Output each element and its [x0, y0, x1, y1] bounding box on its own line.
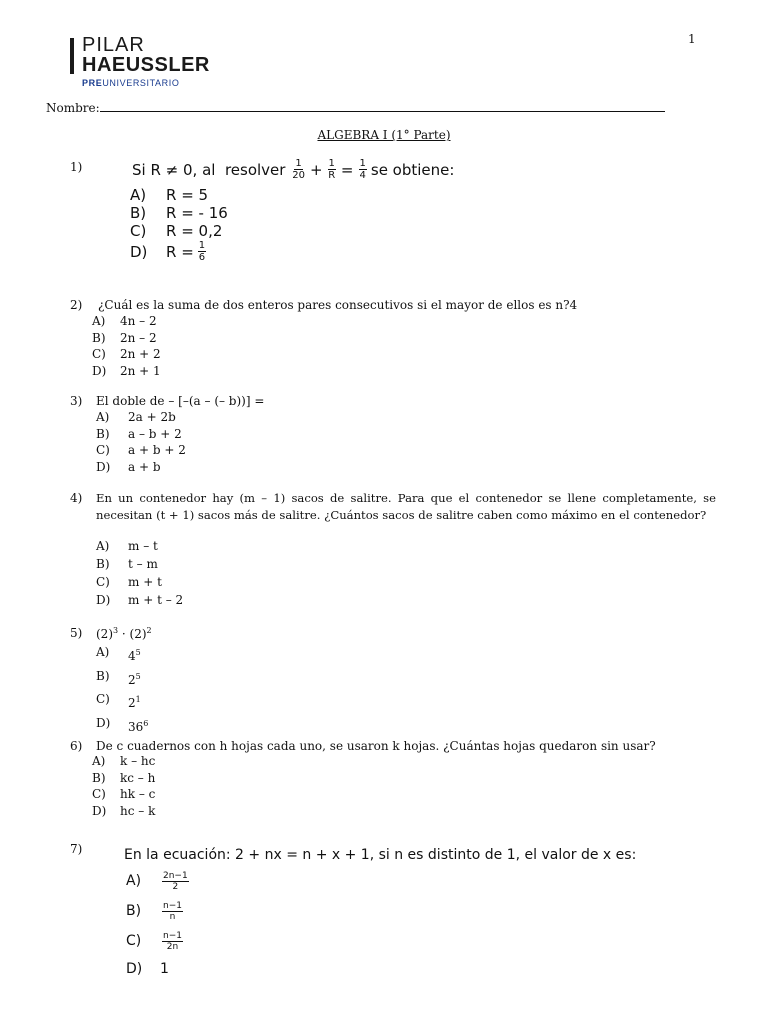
- q1-stem-post: se obtiene:: [370, 160, 455, 179]
- option-key: C): [92, 787, 106, 801]
- name-field: [46, 101, 665, 115]
- q2-option-c: [92, 346, 161, 363]
- q1-d-fraction: [198, 240, 206, 263]
- option-exp: 5: [135, 671, 141, 681]
- option-key: D): [126, 961, 143, 977]
- option-value: R = 0,2: [166, 222, 223, 240]
- option-value: 2n – 2: [120, 330, 157, 345]
- q4-option-d: [96, 591, 183, 609]
- q1-f3-num: 1: [359, 158, 366, 169]
- option-value: [128, 690, 141, 714]
- option-den: 2: [172, 881, 179, 892]
- logo-universitario: UNIVERSITARIO: [102, 78, 180, 88]
- q1-options: [130, 186, 228, 263]
- q1-option-a: [130, 186, 228, 204]
- option-value: a + b: [128, 459, 161, 474]
- option-key: B): [96, 557, 110, 571]
- q1-option-d: [130, 240, 228, 263]
- option-den: 2n: [166, 941, 179, 952]
- page-title: ALGEBRA I (1° Parte): [317, 128, 451, 142]
- option-exp: 5: [135, 648, 141, 657]
- page-number: 1: [688, 32, 696, 46]
- option-key: C): [130, 222, 147, 240]
- option-key: C): [96, 575, 110, 589]
- q5-option-c: [96, 690, 148, 714]
- q6-stem: De c cuadernos con h hojas cada uno, se usaron k hojas. ¿Cuántas hojas quedaron sin usar?: [96, 739, 656, 753]
- brand-logo: [70, 36, 250, 92]
- q1-d-num: 1: [198, 240, 206, 251]
- option-key: D): [96, 593, 111, 607]
- q7-number: 7): [70, 842, 83, 856]
- q3-option-c: [96, 442, 186, 459]
- q4-option-a: [96, 537, 183, 555]
- option-key: B): [126, 903, 142, 919]
- option-den: n: [169, 911, 176, 922]
- q6-options: [92, 753, 155, 819]
- option-exp: 6: [143, 718, 149, 728]
- option-value: a – b + 2: [128, 426, 182, 441]
- option-base: 36: [128, 719, 144, 734]
- option-key: A): [92, 314, 106, 328]
- q5-option-a: [96, 643, 148, 667]
- q5-options: [96, 643, 148, 737]
- option-value: [128, 643, 141, 667]
- q4-stem: En un contenedor hay (m – 1) sacos de salitre. Para que el contenedor se llene completamente, se necesitan (t + 1) sacos más de salitre. ¿Cuántos sacos de salitre caben como máximo en el contenedor?: [96, 491, 716, 522]
- q3-option-a: [96, 409, 186, 426]
- option-fraction: [162, 871, 189, 892]
- q1-fraction-1: [292, 158, 305, 181]
- option-key: D): [96, 715, 111, 730]
- q2-option-a: [92, 313, 161, 330]
- option-value: 2a + 2b: [128, 410, 176, 424]
- q1-fraction-3: [359, 158, 367, 181]
- option-value: m – t: [128, 539, 158, 553]
- option-value: 1: [160, 961, 169, 977]
- option-value: [128, 714, 148, 738]
- option-key: A): [130, 186, 147, 204]
- option-key: A): [96, 539, 110, 553]
- option-key: A): [96, 645, 110, 659]
- q1-f1-den: 20: [292, 170, 305, 181]
- q6-option-d: [92, 803, 155, 820]
- q7-stem: En la ecuación: 2 + nx = n + x + 1, si n es distinto de 1, el valor de x es:: [124, 847, 637, 863]
- option-key: D): [130, 242, 148, 261]
- option-value: m + t: [128, 575, 162, 589]
- q1-stem-pre: Si R ≠ 0, al resolver: [132, 160, 291, 179]
- option-key: B): [96, 668, 110, 683]
- option-value: a + b + 2: [128, 443, 186, 457]
- q3-option-b: [96, 426, 186, 443]
- q1-f2-den: R: [328, 170, 336, 181]
- q1-f2-num: 1: [328, 158, 335, 169]
- option-value: kc – h: [120, 770, 156, 785]
- q5-dot: ·: [118, 627, 130, 641]
- q5-option-b: [96, 667, 148, 691]
- q4-option-b: [96, 555, 183, 573]
- q5-option-d: [96, 714, 148, 738]
- q7-option-c: [126, 926, 191, 956]
- q1-number: 1): [70, 160, 83, 174]
- q5-stem: [96, 623, 152, 643]
- q7-option-a: [126, 866, 191, 896]
- q2-options: [92, 313, 161, 379]
- option-value: k – hc: [120, 754, 156, 768]
- q4-option-c: [96, 573, 183, 591]
- q3-option-d: [96, 459, 186, 476]
- q1-fraction-2: [328, 158, 336, 181]
- q2-number: 2): [70, 298, 83, 312]
- q6-option-b: [92, 770, 155, 787]
- logo-pre: PRE: [82, 78, 103, 88]
- option-value: hk – c: [120, 787, 156, 801]
- q7-options: [126, 866, 191, 982]
- option-value: 2n + 1: [120, 363, 161, 378]
- q1-equals: =: [340, 160, 354, 179]
- logo-line3: [82, 78, 179, 88]
- option-key: A): [126, 873, 142, 889]
- option-key: C): [126, 933, 142, 949]
- q5-base-a: (2): [96, 627, 113, 641]
- option-base: 2: [128, 696, 136, 710]
- q2-option-d: [92, 363, 161, 380]
- option-key: C): [96, 692, 110, 706]
- option-fraction: [162, 901, 183, 922]
- option-key: D): [96, 459, 111, 474]
- option-key: C): [92, 347, 106, 361]
- q1-option-b: [130, 204, 228, 222]
- q1-d-den: 6: [198, 252, 206, 263]
- q1-stem: [132, 158, 454, 181]
- q7-option-d: [126, 956, 191, 982]
- option-value: R =: [166, 242, 194, 261]
- option-key: B): [92, 770, 106, 785]
- option-value: m + t – 2: [128, 593, 184, 607]
- option-fraction: [162, 931, 183, 952]
- option-key: D): [92, 803, 107, 818]
- q5-exp-b: 2: [146, 626, 152, 635]
- option-value: hc – k: [120, 803, 156, 818]
- name-label: Nombre:: [46, 101, 100, 115]
- q3-stem: El doble de – [–(a – (– b))] =: [96, 394, 265, 408]
- option-num: n−1: [163, 900, 182, 911]
- option-key: D): [92, 363, 107, 378]
- q2-option-b: [92, 330, 161, 347]
- option-key: A): [92, 754, 106, 768]
- option-key: B): [130, 204, 147, 222]
- option-value: t – m: [128, 557, 158, 571]
- q5-number: 5): [70, 626, 83, 640]
- name-line: [100, 101, 665, 112]
- q1-plus: +: [309, 160, 323, 179]
- option-key: C): [96, 443, 110, 457]
- option-value: [128, 667, 141, 691]
- option-key: B): [92, 330, 106, 345]
- option-value: R = 5: [166, 186, 209, 204]
- option-key: A): [96, 410, 110, 424]
- option-value: R = - 16: [166, 204, 228, 222]
- q4-options: [96, 537, 183, 609]
- option-num: n−1: [163, 930, 182, 941]
- option-num: 2n−1: [163, 870, 188, 881]
- q3-options: [96, 409, 186, 475]
- logo-bar: [70, 38, 74, 74]
- option-exp: 1: [135, 695, 141, 704]
- option-value: 2n + 2: [120, 347, 161, 361]
- q6-number: 6): [70, 739, 83, 753]
- q7-option-b: [126, 896, 191, 926]
- q5-exp-a: 3: [113, 626, 119, 635]
- logo-line2: HAEUSSLER: [82, 54, 210, 76]
- option-value: 4n – 2: [120, 314, 157, 328]
- q6-option-c: [92, 786, 155, 803]
- q4-number: 4): [70, 491, 83, 505]
- option-key: B): [96, 426, 110, 441]
- q5-base-b: (2): [129, 627, 147, 641]
- option-base: 4: [128, 649, 136, 663]
- q1-f1-num: 1: [295, 158, 302, 169]
- q1-f3-den: 4: [359, 170, 366, 181]
- option-base: 2: [128, 672, 136, 687]
- q6-option-a: [92, 753, 155, 770]
- q2-stem: ¿Cuál es la suma de dos enteros pares consecutivos si el mayor de ellos es n?4: [98, 298, 578, 312]
- logo-line1: PILAR: [82, 34, 145, 56]
- q1-option-c: [130, 222, 228, 240]
- q3-number: 3): [70, 394, 83, 408]
